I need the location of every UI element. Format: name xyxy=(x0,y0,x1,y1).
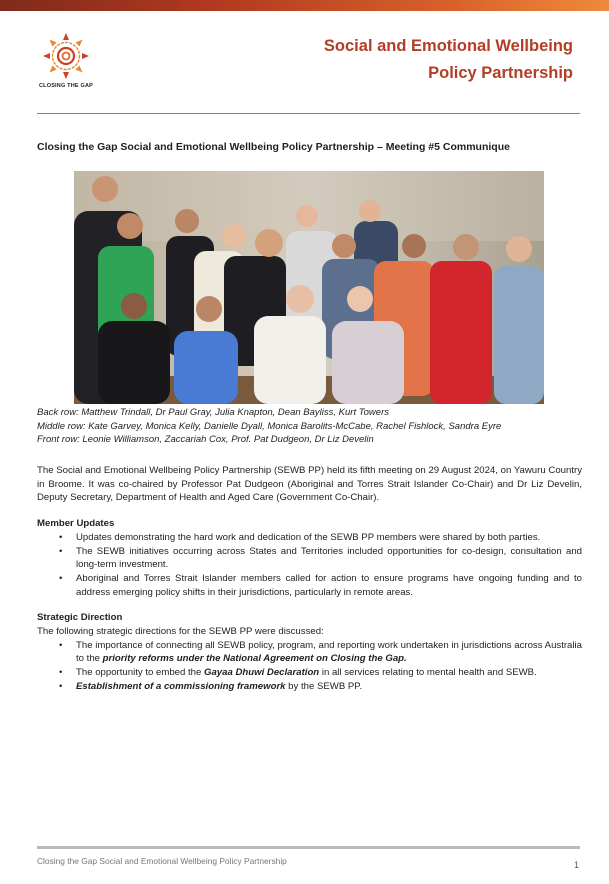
strategic-direction-heading: Strategic Direction xyxy=(37,612,123,624)
top-color-band xyxy=(0,0,609,11)
item-text: in all services relating to mental health and SEWB. xyxy=(319,667,537,679)
document-title: Closing the Gap Social and Emotional Wellbeing Policy Partnership – Meeting #5 Communique xyxy=(37,141,510,153)
page-header-title xyxy=(324,33,573,87)
intro-paragraph: The Social and Emotional Wellbeing Policy Partnership (SEWB PP) held its fifth meeting on 29 August 2024, on Yawuru Country in Broome. It was co-chaired by Professor Pat Dudgeon (Aboriginal and Torres Strait Islander Co-Chair) and Dr Liz Develin, Deputy Secretary, Department of Health and Aged Care (Government Co-Chair). xyxy=(37,465,582,504)
member-updates-heading: Member Updates xyxy=(37,518,115,530)
item-text: The opportunity to embed the xyxy=(76,667,204,679)
document-body xyxy=(37,464,582,694)
header-title-line-2: Policy Partnership xyxy=(428,64,573,82)
group-photo xyxy=(74,171,544,404)
header-title-line-1: Social and Emotional Wellbeing xyxy=(323,37,573,55)
item-text: by the SEWB PP. xyxy=(285,680,363,692)
caption-back-row: Back row: Matthew Trindall, Dr Paul Gray, Julia Knapton, Dean Bayliss, Kurt Towers xyxy=(37,407,389,418)
header-divider xyxy=(37,113,580,114)
strategic-direction-item xyxy=(76,639,582,666)
caption-middle-row: Middle row: Kate Garvey, Monica Kelly, Danielle Dyall, Monica Barolits-McCabe, Rachel Fishlock, Sandra Eyre xyxy=(37,420,502,432)
footer-divider xyxy=(37,846,580,849)
strategic-direction-item xyxy=(76,680,582,694)
caption-front-row: Front row: Leonie Williamson, Zaccariah Cox, Prof. Pat Dudgeon, Dr Liz Develin xyxy=(37,434,374,445)
photo-caption xyxy=(37,406,501,447)
footer-text: Closing the Gap Social and Emotional Wellbeing Policy Partnership xyxy=(37,856,287,866)
item-emphasis: Gayaa Dhuwi Declaration xyxy=(204,667,320,679)
page-number: 1 xyxy=(573,860,579,870)
strategic-direction-intro: The following strategic directions for the SEWB PP were discussed: xyxy=(37,626,324,638)
logo-emblem-icon xyxy=(40,30,92,82)
logo-text: CLOSING THE GAP xyxy=(38,83,94,89)
item-emphasis: priority reforms under the National Agreement on Closing the Gap. xyxy=(102,653,407,665)
member-update-item: • Updates demonstrating the hard work and dedication of the SEWB PP members were shared by both parties. xyxy=(76,531,582,545)
member-updates-list xyxy=(37,531,582,600)
item-emphasis: Establishment of a commissioning framework xyxy=(76,680,286,692)
strategic-direction-item xyxy=(76,666,582,680)
member-update-item: • Aboriginal and Torres Strait Islander members called for action to ensure programs have ongoing funding and to address emerging policy shifts in their jurisdictions, particularly in remote areas. xyxy=(76,572,582,599)
strategic-direction-list xyxy=(37,639,582,694)
closing-the-gap-logo xyxy=(34,30,98,96)
member-update-item: • The SEWB initiatives occurring across States and Territories included opportunities for co-design, consultation and long-term investment. xyxy=(76,545,582,572)
item-text: The importance of connecting all SEWB policy, program, and reporting work undertaken in jurisdictions across Australia to the xyxy=(76,639,582,665)
